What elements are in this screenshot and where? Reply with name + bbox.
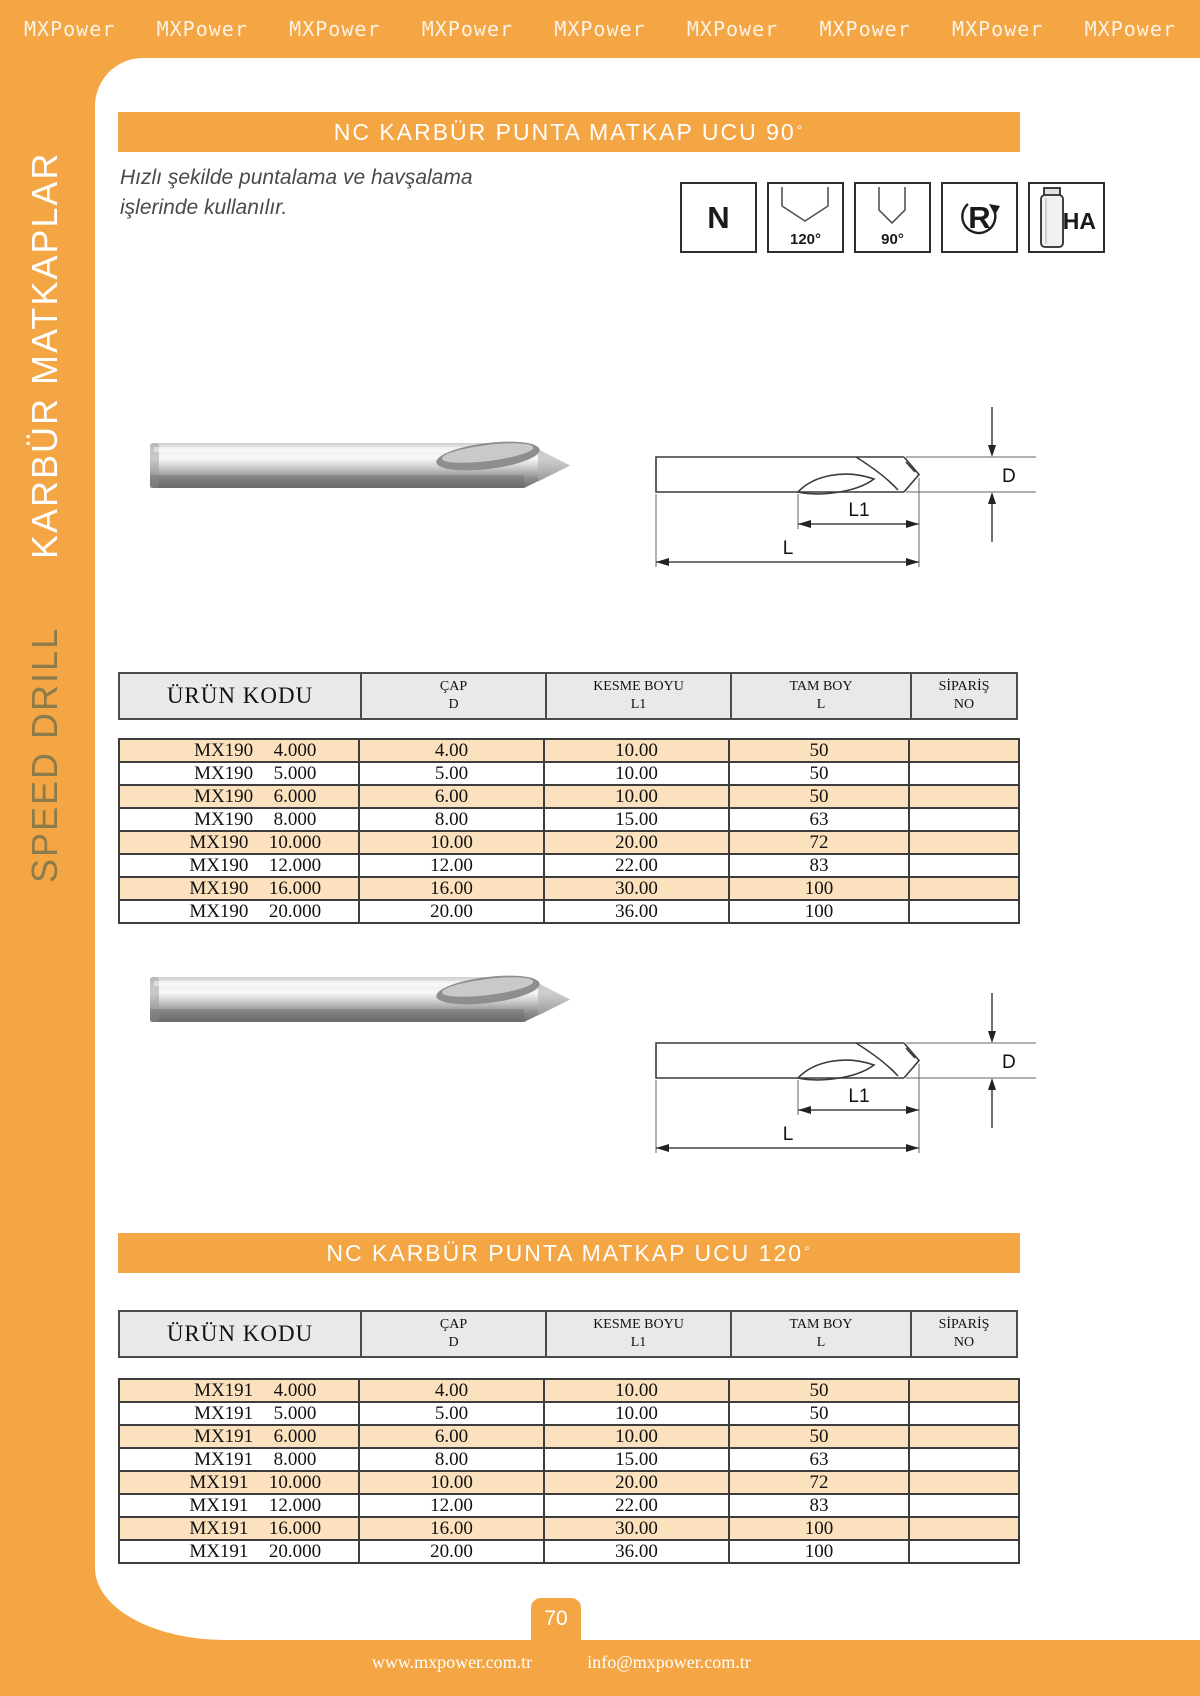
- product-size: 4.000: [273, 740, 317, 761]
- header-total-length-title: TAM BOY: [789, 1316, 853, 1332]
- diameter-cell: 4.00: [359, 739, 544, 762]
- product-table-120: [118, 1378, 1020, 1564]
- product-size: 12.000: [268, 855, 322, 876]
- product-size: 6.000: [273, 786, 317, 807]
- total-length-cell: 72: [729, 831, 909, 854]
- product-code: MX190: [189, 901, 249, 922]
- brand-logo-text: MXPower: [1084, 17, 1176, 41]
- table-row: [119, 785, 1019, 808]
- cutting-length-cell: 30.00: [544, 877, 729, 900]
- product-code: MX190: [194, 740, 254, 761]
- product-code-cell: [119, 1425, 359, 1448]
- header-total-length-symbol: L: [816, 697, 826, 712]
- product-code-cell: [119, 1494, 359, 1517]
- product-size: 20.000: [268, 1541, 322, 1562]
- order-no-cell: [909, 739, 1019, 762]
- point-angle-120-label: 120°: [789, 231, 822, 248]
- product-code-cell: [119, 739, 359, 762]
- order-no-cell: [909, 831, 1019, 854]
- rotation-direction-icon: [941, 182, 1018, 253]
- product-size: 12.000: [268, 1495, 322, 1516]
- brand-logo-text: MXPower: [421, 17, 514, 41]
- sidebar-category-label: KARBÜR MATKAPLAR: [24, 151, 65, 559]
- header-cutting-length-title: KESME BOYU: [593, 678, 684, 694]
- product-size: 8.000: [273, 809, 317, 830]
- product-code: MX191: [194, 1426, 254, 1447]
- product-code-cell: [119, 1471, 359, 1494]
- product-size: 8.000: [273, 1449, 317, 1470]
- product-code: MX190: [189, 878, 249, 899]
- dim-label-d: D: [1002, 1052, 1016, 1073]
- point-angle-90-glyph: [862, 186, 923, 230]
- section-title-120: [118, 1233, 1020, 1273]
- shank-icon-label: HA: [1062, 208, 1096, 234]
- cutting-length-cell: 36.00: [544, 900, 729, 923]
- product-code-cell: [119, 1517, 359, 1540]
- product-code-cell: [119, 1379, 359, 1402]
- property-icon-row: [680, 182, 1105, 253]
- total-length-cell: 50: [729, 1425, 909, 1448]
- order-no-cell: [909, 785, 1019, 808]
- diameter-cell: 12.00: [359, 1494, 544, 1517]
- product-size: 10.000: [268, 1472, 322, 1493]
- diameter-cell: 10.00: [359, 831, 544, 854]
- product-code-cell: [119, 854, 359, 877]
- cutting-length-cell: 15.00: [544, 808, 729, 831]
- total-length-cell: 63: [729, 1448, 909, 1471]
- product-code: MX191: [194, 1449, 254, 1470]
- order-no-cell: [909, 854, 1019, 877]
- diameter-cell: 5.00: [359, 1402, 544, 1425]
- norm-icon-label: N: [707, 199, 730, 235]
- product-code-cell: [119, 877, 359, 900]
- cutting-length-cell: 20.00: [544, 831, 729, 854]
- diameter-cell: 5.00: [359, 762, 544, 785]
- table-row: [119, 1379, 1019, 1402]
- table-row: [119, 1494, 1019, 1517]
- order-no-cell: [909, 900, 1019, 923]
- footer-website: www.mxpower.com.tr: [371, 1652, 533, 1672]
- order-no-cell: [909, 1517, 1019, 1540]
- diameter-cell: 12.00: [359, 854, 544, 877]
- brand-logo-text: MXPower: [24, 17, 116, 41]
- brand-logo-text: MXPower: [952, 17, 1044, 41]
- description-line-1: Hızlı şekilde puntalama ve havşalama: [120, 166, 473, 189]
- total-length-cell: 100: [729, 1540, 909, 1563]
- total-length-cell: 50: [729, 785, 909, 808]
- product-code: MX190: [194, 809, 254, 830]
- cutting-length-cell: 10.00: [544, 739, 729, 762]
- table-row: [119, 831, 1019, 854]
- header-diameter-title: ÇAP: [439, 1316, 468, 1332]
- header-cutting-length-symbol: L1: [630, 1335, 647, 1350]
- order-no-cell: [909, 1471, 1019, 1494]
- order-no-cell: [909, 1402, 1019, 1425]
- product-code: MX191: [189, 1518, 249, 1539]
- header-diameter: [360, 674, 545, 718]
- diameter-cell: 6.00: [359, 1425, 544, 1448]
- dim-label-d: D: [1002, 466, 1016, 487]
- diameter-cell: 20.00: [359, 900, 544, 923]
- order-no-cell: [909, 808, 1019, 831]
- header-diameter-title: ÇAP: [439, 678, 468, 694]
- cutting-length-cell: 15.00: [544, 1448, 729, 1471]
- product-size: 6.000: [273, 1426, 317, 1447]
- header-order-no: [910, 1312, 1016, 1356]
- product-code: MX190: [189, 855, 249, 876]
- brand-header-band: [0, 0, 1200, 58]
- total-length-cell: 50: [729, 762, 909, 785]
- degree-symbol: °: [796, 122, 805, 138]
- product-code: MX191: [194, 1380, 254, 1401]
- table-row: [119, 877, 1019, 900]
- table-header-90: [118, 672, 1018, 720]
- brand-logo-text: MXPower: [156, 17, 248, 41]
- total-length-cell: 100: [729, 877, 909, 900]
- header-total-length-symbol: L: [816, 1335, 826, 1350]
- product-size: 16.000: [268, 878, 322, 899]
- diameter-cell: 20.00: [359, 1540, 544, 1563]
- brand-logo-text: MXPower: [554, 17, 646, 41]
- page-number-tab: [531, 1598, 581, 1640]
- total-length-cell: 72: [729, 1471, 909, 1494]
- header-total-length-title: TAM BOY: [789, 678, 853, 694]
- total-length-cell: 100: [729, 900, 909, 923]
- footer-email: info@mxpower.com.tr: [587, 1652, 751, 1672]
- header-product-code: ÜRÜN KODU: [166, 1321, 314, 1347]
- product-size: 5.000: [273, 1403, 317, 1424]
- table-row: [119, 1425, 1019, 1448]
- header-order-no-title: SİPARİŞ: [938, 678, 990, 694]
- dimension-diagram-120: [648, 968, 1048, 1163]
- point-angle-90-label: 90°: [881, 231, 904, 248]
- diameter-cell: 4.00: [359, 1379, 544, 1402]
- diameter-cell: 16.00: [359, 877, 544, 900]
- total-length-cell: 100: [729, 1517, 909, 1540]
- header-product-code: ÜRÜN KODU: [166, 683, 314, 709]
- shank-type-icon: [1028, 182, 1105, 253]
- total-length-cell: 83: [729, 854, 909, 877]
- product-size: 5.000: [273, 763, 317, 784]
- cutting-length-cell: 22.00: [544, 1494, 729, 1517]
- product-code: MX191: [189, 1541, 249, 1562]
- order-no-cell: [909, 1379, 1019, 1402]
- product-code-cell: [119, 1402, 359, 1425]
- sidebar-category-en-label: SPEED DRILL: [24, 626, 65, 884]
- table-row: [119, 854, 1019, 877]
- section-title-120-text: NC KARBÜR PUNTA MATKAP UCU 120: [326, 1239, 804, 1266]
- product-code-cell: [119, 1540, 359, 1563]
- total-length-cell: 50: [729, 739, 909, 762]
- cutting-length-cell: 20.00: [544, 1471, 729, 1494]
- table-row: [119, 1402, 1019, 1425]
- cutting-length-cell: 10.00: [544, 762, 729, 785]
- table-row: [119, 1448, 1019, 1471]
- header-cutting-length-title: KESME BOYU: [593, 1316, 684, 1332]
- header-cutting-length-symbol: L1: [630, 697, 647, 712]
- header-order-no-symbol: NO: [953, 1335, 975, 1350]
- page-number: 70: [544, 1607, 568, 1630]
- product-code: MX190: [194, 763, 254, 784]
- product-size: 10.000: [268, 832, 322, 853]
- diameter-cell: 16.00: [359, 1517, 544, 1540]
- cutting-length-cell: 10.00: [544, 785, 729, 808]
- cutting-length-cell: 10.00: [544, 1425, 729, 1448]
- order-no-cell: [909, 1540, 1019, 1563]
- dim-label-l: L: [782, 1124, 794, 1145]
- order-no-cell: [909, 877, 1019, 900]
- section-title-90-text: NC KARBÜR PUNTA MATKAP UCU 90: [333, 118, 796, 145]
- product-photo-120: [140, 950, 580, 1042]
- table-row: [119, 762, 1019, 785]
- header-cutting-length: [545, 1312, 730, 1356]
- header-order-no-title: SİPARİŞ: [938, 1316, 990, 1332]
- order-no-cell: [909, 762, 1019, 785]
- header-diameter-symbol: D: [448, 697, 459, 712]
- cutting-length-cell: 22.00: [544, 854, 729, 877]
- norm-icon: [680, 182, 757, 253]
- rotation-icon-label: R: [968, 199, 991, 235]
- table-row: [119, 1471, 1019, 1494]
- point-angle-120-icon: [767, 182, 844, 253]
- total-length-cell: 50: [729, 1402, 909, 1425]
- product-description: [120, 163, 560, 223]
- product-code: MX190: [194, 786, 254, 807]
- product-code: MX190: [189, 832, 249, 853]
- dim-label-l1: L1: [848, 1086, 870, 1107]
- header-order-no-symbol: NO: [953, 697, 975, 712]
- total-length-cell: 83: [729, 1494, 909, 1517]
- product-photo-90: [140, 416, 580, 508]
- table-row: [119, 739, 1019, 762]
- diameter-cell: 8.00: [359, 1448, 544, 1471]
- diameter-cell: 10.00: [359, 1471, 544, 1494]
- product-code-cell: [119, 1448, 359, 1471]
- table-row: [119, 1517, 1019, 1540]
- table-header-120: [118, 1310, 1018, 1358]
- product-code: MX191: [189, 1495, 249, 1516]
- dim-label-l1: L1: [848, 500, 870, 521]
- header-total-length: [730, 674, 910, 718]
- dim-label-l: L: [782, 538, 794, 559]
- product-table-90: [118, 738, 1020, 924]
- diameter-cell: 8.00: [359, 808, 544, 831]
- point-angle-120-glyph: [775, 186, 836, 230]
- order-no-cell: [909, 1494, 1019, 1517]
- order-no-cell: [909, 1425, 1019, 1448]
- header-order-no: [910, 674, 1016, 718]
- point-angle-90-icon: [854, 182, 931, 253]
- brand-logo-text: MXPower: [686, 17, 779, 41]
- brand-logo-text: MXPower: [289, 17, 381, 41]
- product-code: MX191: [194, 1403, 254, 1424]
- cutting-length-cell: 30.00: [544, 1517, 729, 1540]
- degree-symbol: °: [804, 1243, 812, 1259]
- product-code-cell: [119, 785, 359, 808]
- dimension-diagram-90: [648, 382, 1048, 577]
- total-length-cell: 63: [729, 808, 909, 831]
- table-row: [119, 900, 1019, 923]
- product-code-cell: [119, 900, 359, 923]
- product-code-cell: [119, 762, 359, 785]
- product-code-cell: [119, 831, 359, 854]
- section-title-90: [118, 112, 1020, 152]
- product-size: 16.000: [268, 1518, 322, 1539]
- header-diameter: [360, 1312, 545, 1356]
- cutting-length-cell: 10.00: [544, 1379, 729, 1402]
- table-row: [119, 808, 1019, 831]
- header-total-length: [730, 1312, 910, 1356]
- product-code: MX191: [189, 1472, 249, 1493]
- cutting-length-cell: 36.00: [544, 1540, 729, 1563]
- header-cutting-length: [545, 674, 730, 718]
- table-row: [119, 1540, 1019, 1563]
- product-code-cell: [119, 808, 359, 831]
- description-line-2: işlerinde kullanılır.: [120, 196, 288, 219]
- cutting-length-cell: 10.00: [544, 1402, 729, 1425]
- diameter-cell: 6.00: [359, 785, 544, 808]
- order-no-cell: [909, 1448, 1019, 1471]
- product-size: 4.000: [273, 1380, 317, 1401]
- product-size: 20.000: [268, 901, 322, 922]
- brand-logo-text: MXPower: [819, 17, 911, 41]
- header-diameter-symbol: D: [448, 1335, 459, 1350]
- total-length-cell: 50: [729, 1379, 909, 1402]
